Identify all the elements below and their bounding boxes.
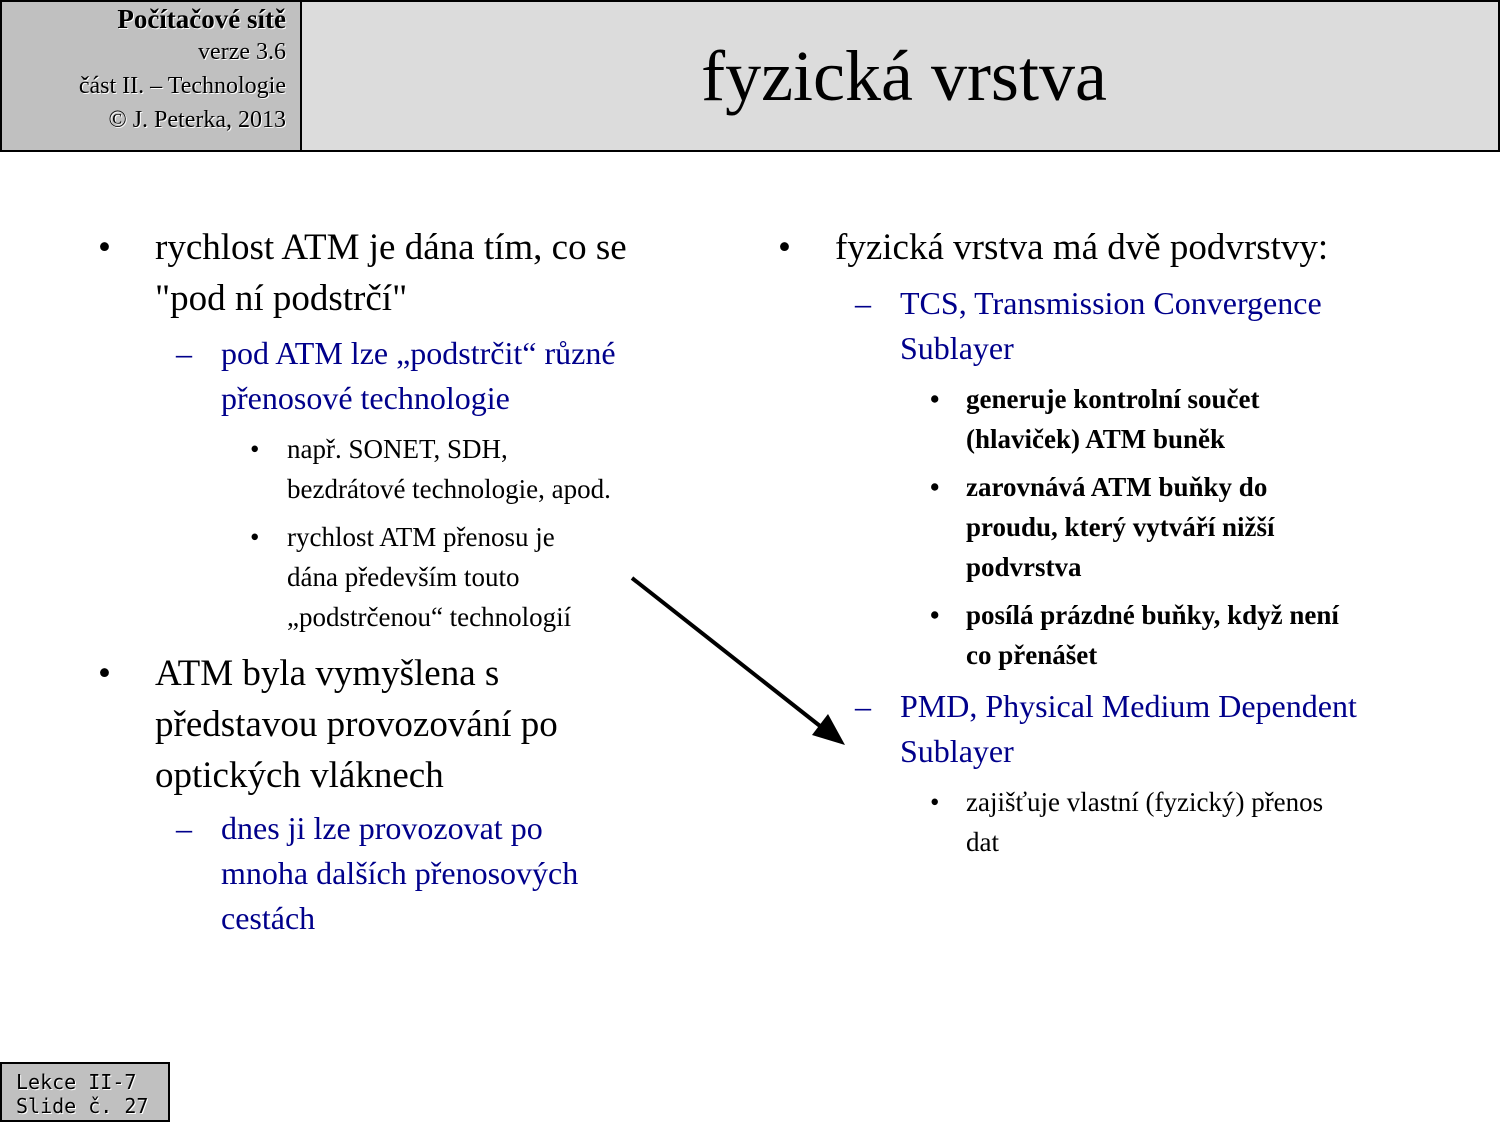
text-line: fyzická vrstva má dvě podvrstvy: xyxy=(835,227,1329,268)
lecture-label: Lekce II-7 xyxy=(16,1070,137,1094)
text-line: dat xyxy=(966,827,999,857)
bullet-marker: • xyxy=(778,227,791,268)
arrowhead-icon xyxy=(812,714,845,745)
text-line: Sublayer xyxy=(900,733,1014,769)
text-line: zajišťuje vlastní (fyzický) přenos xyxy=(966,787,1324,817)
text-line: pod ATM lze „podstrčit“ různé xyxy=(221,335,616,371)
course-name: Počítačové sítě xyxy=(117,4,286,34)
text-line: rychlost ATM je dána tím, co se xyxy=(155,227,627,268)
version-label: verze 3.6 xyxy=(198,39,286,65)
bullet-marker: • xyxy=(250,522,260,552)
text-line: co přenášet xyxy=(966,640,1098,670)
text-line: „podstrčenou“ technologií xyxy=(287,602,572,632)
bullet-marker: • xyxy=(930,600,940,630)
text-line: bezdrátové technologie, apod. xyxy=(287,474,611,504)
arrow-line xyxy=(632,578,820,726)
text-line: TCS, Transmission Convergence xyxy=(900,285,1322,321)
text-line: Sublayer xyxy=(900,330,1014,366)
dash-marker: – xyxy=(176,810,192,846)
bullet-marker: • xyxy=(98,227,111,268)
text-line: optických vláknech xyxy=(155,755,444,796)
text-line: cestách xyxy=(221,900,316,936)
text-line: PMD, Physical Medium Dependent xyxy=(900,688,1357,724)
text-line: proudu, který vytváří nižší xyxy=(966,512,1275,542)
text-line: "pod ní podstrčí" xyxy=(155,278,408,319)
text-line: např. SONET, SDH, xyxy=(287,434,508,464)
bullet-marker: • xyxy=(930,787,940,817)
text-line: mnoha dalších přenosových xyxy=(221,855,579,891)
bullet-marker: • xyxy=(250,434,260,464)
copyright-label: © J. Peterka, 2013 xyxy=(108,107,286,133)
text-line: (hlaviček) ATM buněk xyxy=(966,424,1226,454)
dash-marker: – xyxy=(855,688,871,724)
text-line: generuje kontrolní součet xyxy=(966,384,1260,414)
part-label: část II. – Technologie xyxy=(78,73,286,99)
text-line: zarovnává ATM buňky do xyxy=(966,472,1268,502)
dash-marker: – xyxy=(855,285,871,321)
bullet-marker: • xyxy=(930,384,940,414)
slide-footer xyxy=(0,1062,170,1122)
dash-marker: – xyxy=(176,335,192,371)
bullet-marker: • xyxy=(930,472,940,502)
text-line: rychlost ATM přenosu je xyxy=(287,522,555,552)
text-line: představou provozování po xyxy=(155,704,558,745)
slide-title: fyzická vrstva xyxy=(701,35,1107,116)
text-line: přenosové technologie xyxy=(221,380,510,416)
text-line: posílá prázdné buňky, když není xyxy=(966,600,1339,630)
text-line: dána především touto xyxy=(287,562,520,592)
text-line: podvrstva xyxy=(966,552,1082,582)
text-line: ATM byla vymyšlena s xyxy=(155,653,500,694)
bullet-marker: • xyxy=(98,653,111,694)
text-line: dnes ji lze provozovat po xyxy=(221,810,543,846)
slide-number-label: Slide č. 27 xyxy=(16,1094,149,1118)
